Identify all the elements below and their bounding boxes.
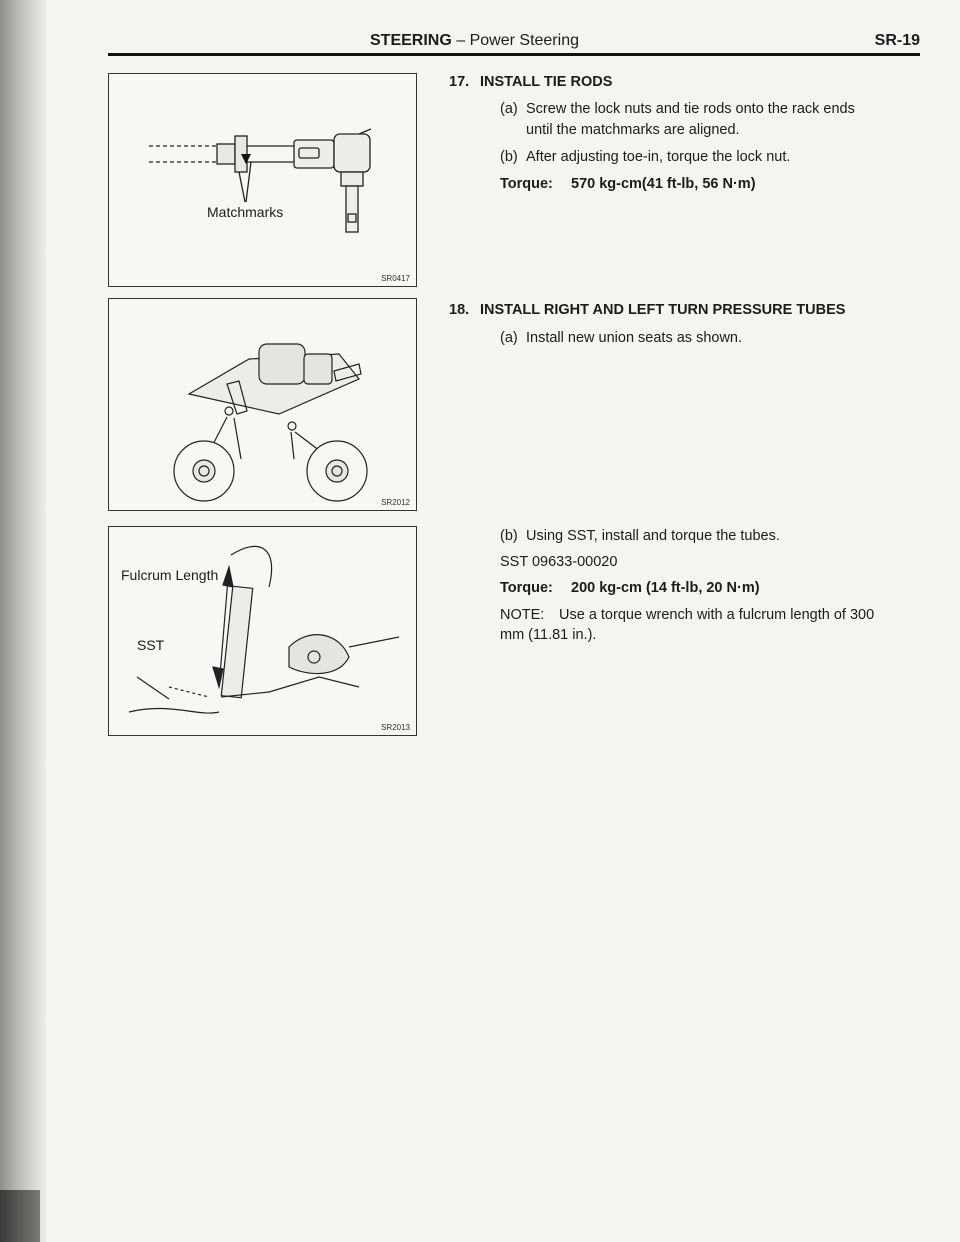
step-18-torque-value: 200 kg-cm (14 ft-lb, 20 N·m) [571,580,760,596]
step-17-torque-value: 570 kg-cm(41 ft-lb, 56 N·m) [571,176,756,192]
union-seat-illustration [109,299,416,510]
label-fulcrum-length: Fulcrum Length [121,567,219,583]
step-18-a-text: Install new union seats as shown. [526,330,743,346]
step-17-title: INSTALL TIE RODS [480,74,613,90]
step-17 [449,72,924,212]
label-sst: SST [137,637,165,653]
step-18 [449,300,924,660]
header-subsection: Power Steering [469,32,579,49]
figure-sst-torque-wrench [108,526,417,736]
header-rule [108,53,920,56]
step-17-b-marker: (b) [500,149,518,165]
step-18-a-marker: (a) [500,330,518,346]
step-18-b-text: Using SST, install and torque the tubes. [526,528,780,544]
header-section: STEERING [370,32,452,49]
figure-code: SR2013 [381,723,410,732]
page-header [108,28,920,54]
step-18-torque-label: Torque: [500,580,553,596]
figure-code: SR2012 [381,498,410,507]
step-18-note-line2: mm (11.81 in.). [500,627,597,643]
book-binding-corner [0,1190,40,1242]
step-17-a-marker: (a) [500,101,518,117]
step-18-sst-number: SST 09633-00020 [500,554,618,570]
step-17-torque-label: Torque: [500,176,553,192]
step-17-b-text: After adjusting toe-in, torque the lock nut. [526,149,791,165]
figure-tie-rod-matchmarks [108,73,417,287]
step-18-title: INSTALL RIGHT AND LEFT TURN PRESSURE TUBES [480,302,846,318]
header-separator: – [451,32,470,49]
figure-code: SR0417 [381,274,410,283]
step-18-b-marker: (b) [500,528,518,544]
header-title [370,32,579,50]
step-17-a-line2: until the matchmarks are aligned. [526,122,740,138]
step-18-note-label: NOTE: [500,607,545,623]
book-binding-shadow [0,0,46,1242]
figure-union-seats [108,298,417,511]
page-number: SR-19 [874,32,920,49]
step-17-a-line1: Screw the lock nuts and tie rods onto the rack ends [526,101,855,117]
label-matchmarks: Matchmarks [207,204,284,220]
torque-wrench-illustration [109,527,416,735]
step-18-number: 18. [449,302,470,318]
tie-rod-illustration [109,74,416,286]
step-18-note-line1: Use a torque wrench with a fulcrum length of 300 [559,607,875,623]
step-17-number: 17. [449,74,470,90]
